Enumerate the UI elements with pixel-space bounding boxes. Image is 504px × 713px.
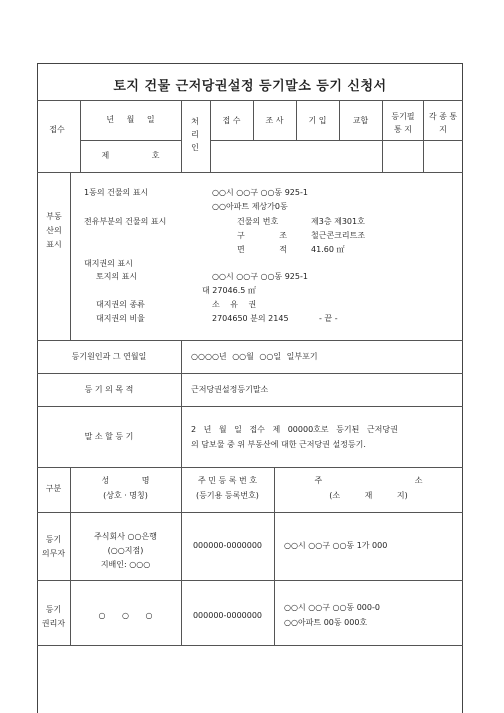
party-address-subheader: (소 재 지) [329, 491, 408, 500]
unit-label: 전유부분의 건물의 표시 [84, 217, 167, 226]
col-investigation: 조 사 [265, 116, 284, 125]
rule [37, 512, 463, 513]
right-ratio-value: 2704650 분의 2145 [212, 314, 289, 323]
reception-number-label: 제 호 [101, 151, 160, 160]
col-entry: 기 입 [308, 116, 327, 125]
purpose-value: 근저당권설정등기말소 [191, 385, 269, 394]
col-registration-notice: 등기필 통 지 [391, 112, 415, 134]
obligee-label-1: 등기 [45, 605, 62, 614]
rule [37, 467, 463, 468]
cancel-line-2: 의 담보물 중 위 부동산에 대한 근저당권 설정등기. [191, 440, 366, 449]
structure-label: 구 조 [237, 231, 287, 240]
rule [382, 100, 383, 172]
land-address: ○○시 ○○구 ○○동 925-1 [212, 272, 308, 281]
obligee-label-2: 권리자 [41, 619, 66, 628]
area-label: 면 적 [237, 245, 287, 254]
obligee-name: ○ ○ ○ [98, 611, 153, 620]
form-title: 토지 건물 근저당권설정 등기말소 등기 신청서 [113, 79, 387, 94]
rule [80, 140, 181, 141]
unit-number-label: 건물의 번호 [237, 217, 279, 226]
party-address-header: 주 소 [314, 476, 423, 485]
party-id-subheader: (등기용 등록번호) [196, 491, 259, 500]
rule [37, 100, 463, 101]
party-kind-header: 구분 [45, 484, 62, 493]
obligee-address-1: ○○시 ○○구 ○○동 000-0 [284, 603, 380, 612]
obligee-id: 000000-0000000 [192, 611, 263, 620]
obligee-address-2: ○○아파트 00동 000호 [284, 618, 368, 627]
cancel-line-1: 2 년 월 일 접수 제 00000호로 등기된 근저당권 [191, 425, 398, 434]
right-ratio-label: 대지권의 비율 [96, 314, 145, 323]
cause-value: ○○○○년 ○○월 ○○일 일부포기 [191, 352, 318, 361]
rule [37, 172, 463, 173]
right-type-label: 대지권의 종류 [96, 300, 145, 309]
obligor-name: 주식회사 ○○은행 [94, 532, 157, 541]
structure-value: 철근콘크리트조 [311, 231, 366, 240]
rule [210, 140, 463, 141]
cancel-label: 말 소 할 등 기 [84, 432, 134, 441]
rule [37, 645, 463, 646]
reception-side-label: 접수 [49, 125, 65, 134]
building-label: 1동의 건물의 표시 [84, 188, 149, 197]
rule [37, 373, 463, 374]
land-label: 토지의 표시 [96, 272, 138, 281]
cause-label: 등기원인과 그 연월일 [71, 352, 147, 361]
obligor-branch: (○○지점) [107, 546, 144, 555]
unit-number: 제3층 제301호 [311, 217, 365, 226]
purpose-label: 등 기 의 목 적 [84, 385, 134, 394]
col-other-notice: 각 종 통 지 [428, 112, 458, 134]
reception-date-label: 년 월 일 [106, 115, 155, 124]
end-mark: - 끝 - [319, 314, 338, 323]
rule [37, 406, 463, 407]
rule [210, 100, 211, 172]
obligor-label-2: 의무자 [41, 549, 66, 558]
obligor-label-1: 등기 [45, 535, 62, 544]
party-name-subheader: (상호 · 명칭) [103, 491, 148, 500]
land-right-label: 대지권의 표시 [84, 259, 133, 268]
land-area: 대 27046.5 ㎡ [202, 286, 256, 295]
area-value: 41.60 ㎡ [311, 245, 345, 254]
building-name: ○○아파트 제상가0동 [212, 202, 288, 211]
obligor-id: 000000-0000000 [192, 541, 263, 550]
col-receipt: 접 수 [222, 116, 241, 125]
party-id-header: 주 민 등 록 번 호 [197, 476, 258, 485]
rule [37, 340, 463, 341]
rule [423, 100, 424, 172]
building-address: ○○시 ○○구 ○○동 925-1 [212, 188, 308, 197]
obligor-address: ○○시 ○○구 ○○동 1가 000 [284, 541, 388, 550]
col-collation: 교합 [352, 116, 369, 125]
process-label: 처리인 [191, 117, 199, 152]
rule [181, 100, 182, 172]
property-side-label: 부동산의표시 [46, 212, 62, 249]
obligor-manager: 지배인: ○○○ [100, 560, 151, 569]
rule [70, 172, 71, 340]
rule [181, 340, 182, 467]
rule [37, 580, 463, 581]
rule [80, 100, 81, 172]
party-name-header: 성 명 [101, 476, 150, 485]
right-type-value: 소 유 권 [212, 300, 257, 309]
